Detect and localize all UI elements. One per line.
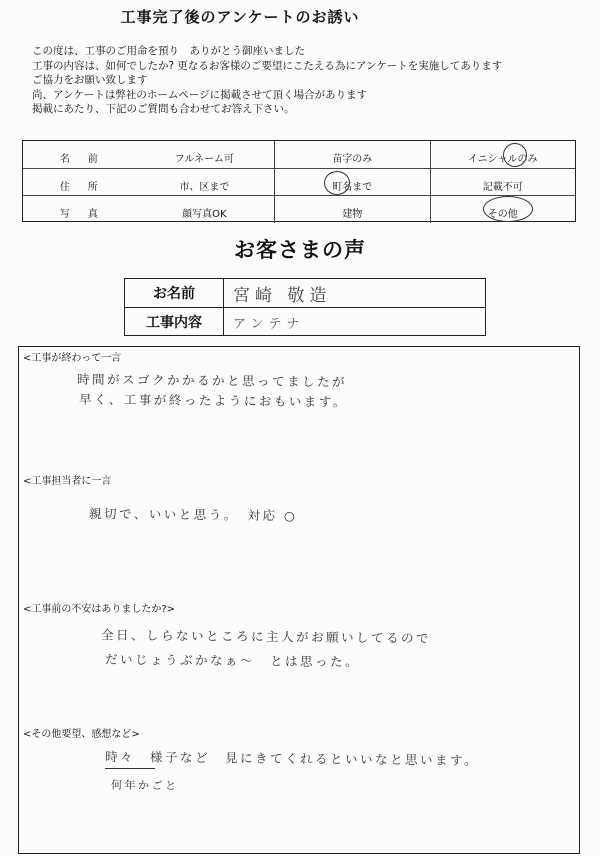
option-city-ward[interactable]: 市、区まで — [179, 182, 230, 193]
selection-circle — [324, 171, 350, 195]
comment-box — [18, 346, 580, 854]
option-building[interactable]: 建物 — [274, 196, 429, 223]
answer-line[interactable]: 親切で、いいと思う。 対応 ○ — [88, 505, 298, 524]
intro-line: この度は、工事のご用命を預り ありがとう御座いました — [32, 45, 305, 57]
work-value[interactable]: アンテナ — [233, 316, 305, 332]
option-face-photo[interactable]: 顔写真OK — [182, 209, 227, 220]
question-label: <工事担当者に一言 — [23, 476, 112, 487]
permission-row-address — [23, 168, 575, 196]
row-label: 写真 — [59, 209, 116, 220]
answer-line[interactable]: 何年かごと — [110, 778, 179, 793]
answer-line[interactable]: 早く、工事が終ったようにおもいます。 — [78, 391, 348, 410]
option-initials-only[interactable]: イニシャルのみ — [430, 141, 575, 168]
intro-line: 掲載にあたり、下記のご質問も合わせてお答え下さい。 — [32, 103, 295, 115]
option-town-name[interactable]: 町名まで — [274, 169, 429, 196]
page-title: 工事完了後のアンケートのお誘い — [120, 8, 360, 26]
row-label: 住所 — [59, 182, 116, 193]
permission-table — [22, 140, 576, 222]
answer-line[interactable]: だいじょうぶかなぁ～ とは思った。 — [104, 651, 361, 670]
option-surname-only[interactable]: 苗字のみ — [274, 141, 429, 168]
selection-circle — [483, 196, 533, 222]
answer-line[interactable]: 全日、しらないところに主人がお願いしてるので — [100, 627, 432, 646]
option-no-listing[interactable]: 記載不可 — [430, 169, 575, 196]
name-label: お名前 — [125, 279, 224, 307]
selection-circle — [503, 143, 527, 167]
handwritten-underline — [105, 768, 155, 769]
intro-line: 尚、アンケートは弊社のホームページに掲載させて頂く場合があります — [32, 88, 368, 101]
question-label: <その他要望、感想など> — [23, 729, 140, 740]
answer-line[interactable]: 時々 様子など 見にきてくれるといいなと思います。 — [104, 749, 480, 768]
intro-text — [32, 44, 582, 117]
customer-table — [124, 278, 486, 336]
customer-name-row — [125, 279, 485, 307]
name-value[interactable]: 宮崎 敬造 — [233, 285, 332, 306]
question-label: <工事が終わって一言 — [23, 353, 122, 364]
intro-line: ご協力をお願い致します — [32, 74, 148, 86]
option-fullname[interactable]: フルネーム可 — [174, 154, 235, 165]
option-other[interactable]: その他 — [430, 196, 575, 223]
work-row — [125, 307, 485, 336]
answer-line[interactable]: 時間がスゴクかかるかと思ってましたが — [76, 371, 348, 390]
intro-line: 工事の内容は、如何でしたか? 更なるお客様のご要望にこたえる為にアンケートを実施してあります — [32, 59, 503, 72]
work-label: 工事内容 — [125, 308, 224, 336]
permission-row-name — [23, 141, 575, 168]
row-label: 名前 — [59, 154, 116, 165]
question-label: <工事前の不安はありましたか?> — [23, 604, 176, 615]
voice-title: お客さまの声 — [234, 238, 366, 262]
